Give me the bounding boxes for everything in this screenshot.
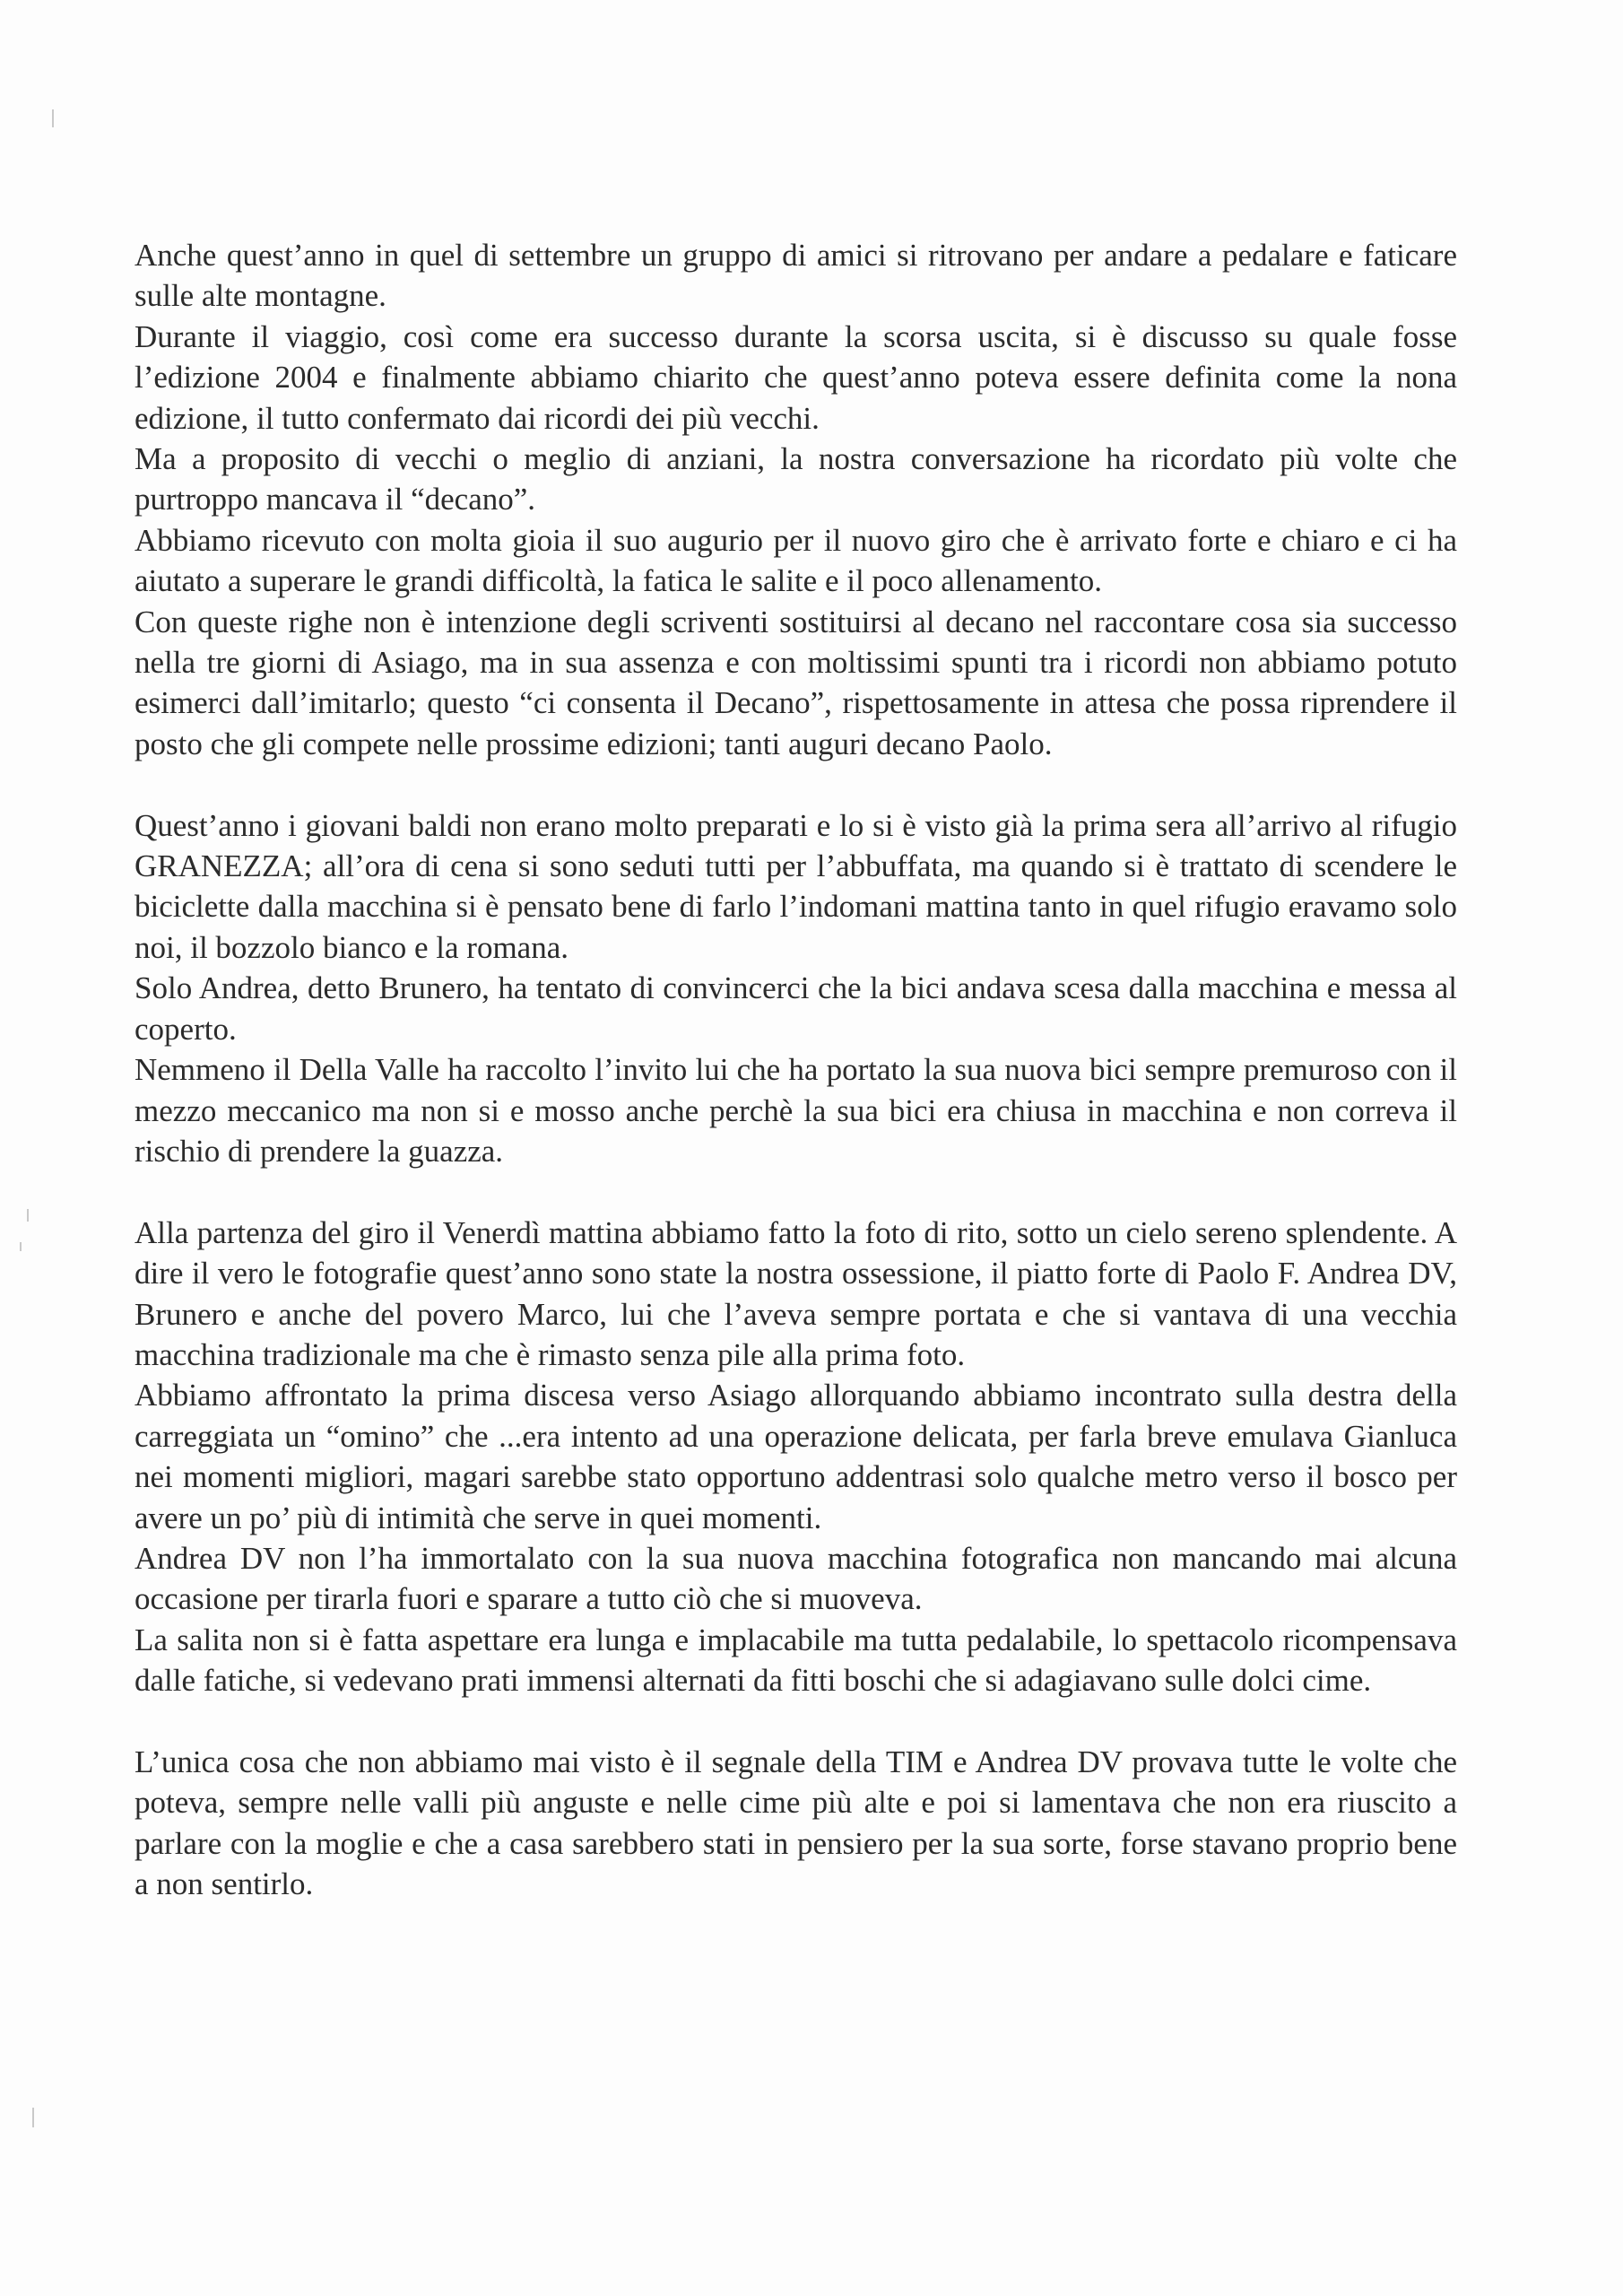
scan-mark [27, 1209, 29, 1222]
paragraph: Durante il viaggio, così come era successo durante la scorsa uscita, si è discusso su quale fosse l’edizione 2004 e finalmente abbiamo chiarito che quest’anno poteva essere definita come la nona edizione, il tutto confermato dai ricordi dei più vecchi. [135, 318, 1457, 436]
paragraph: Solo Andrea, detto Brunero, ha tentato di convincerci che la bici andava scesa dalla macchina e messa al coperto. [135, 970, 1457, 1047]
scan-mark [20, 1242, 22, 1251]
paragraph: Nemmeno il Della Valle ha raccolto l’invito lui che ha portato la sua nuova bici sempre premuroso con il mezzo meccanico ma non si e mosso anche perchè la sua bici era chiusa in macchina e non correva il rischio di prendere la guazza. [135, 1052, 1457, 1169]
paragraph: Alla partenza del giro il Venerdì mattina abbiamo fatto la foto di rito, sotto un cielo sereno splendente. A dire il vero le fotografie quest’anno sono state la nostra ossessione, il piatto forte di Paolo F. Andrea DV, Brunero e anche del povero Marco, lui che l’aveva sempre portata e che si vantava di una vecchia macchina tradizionale ma che è rimasto senza pile alla prima foto. [135, 1214, 1457, 1372]
paragraph: Quest’anno i giovani baldi non erano molto preparati e lo si è visto già la prima sera all’arrivo al rifugio GRANEZZA; all’ora di cena si sono seduti tutti per l’abbuffata, ma quando si è trattato di scendere le biciclette dalla macchina si è pensato bene di farlo l’indomani mattina tanto in quel rifugio eravamo solo noi, il bozzolo bianco e la romana. [135, 807, 1457, 965]
paragraph: Abbiamo affrontato la prima discesa verso Asiago allorquando abbiamo incontrato sulla destra della carreggiata un “omino” che ...era intento ad una operazione delicata, per farla breve emulava Gianluca nei momenti migliori, magari sarebbe stato opportuno addentrasi solo qualche metro verso il bosco per avere un po’ più di intimità che serve in quei momenti. [135, 1378, 1457, 1535]
scan-mark [52, 109, 54, 127]
paragraph: Con queste righe non è intenzione degli scriventi sostituirsi al decano nel raccontare cosa sia successo nella tre giorni di Asiago, ma in sua assenza e con moltissimi spunti tra i ricordi non abbiamo potuto esimerci dall’imitarlo; questo “ci consenta il Decano”, rispettosamente in attesa che possa riprendere il posto che gli compete nelle prossime edizioni; tanti auguri decano Paolo. [135, 604, 1457, 761]
paragraph: Ma a proposito di vecchi o meglio di anziani, la nostra conversazione ha ricordato più volte che purtroppo mancava il “decano”. [135, 441, 1457, 517]
scan-mark [32, 2108, 34, 2127]
paragraph: Anche quest’anno in quel di settembre un gruppo di amici si ritrovano per andare a pedalare e faticare sulle alte montagne. [135, 238, 1457, 314]
paragraph-group-2 [135, 805, 1457, 1172]
document-body [135, 235, 1457, 1905]
paragraph: Andrea DV non l’ha immortalato con la sua nuova macchina fotografica non mancando mai alcuna occasione per tirarla fuori e sparare a tutto ciò che si muoveva. [135, 1540, 1457, 1617]
paragraph: Abbiamo ricevuto con molta gioia il suo augurio per il nuovo giro che è arrivato forte e chiaro e ci ha aiutato a superare le grandi difficoltà, la fatica le salite e il poco allenamento. [135, 522, 1457, 599]
paragraph: L’unica cosa che non abbiamo mai visto è il segnale della TIM e Andrea DV provava tutte le volte che poteva, sempre nelle valli più anguste e nelle cime più alte e poi si lamentava che non era riuscito a parlare con la moglie e che a casa sarebbero stati in pensiero per la sua sorte, forse stavano proprio bene a non sentirlo. [135, 1744, 1457, 1902]
paragraph-group-3 [135, 1213, 1457, 1701]
paragraph-group-1 [135, 235, 1457, 764]
paragraph: La salita non si è fatta aspettare era lunga e implacabile ma tutta pedalabile, lo spettacolo ricompensava dalle fatiche, si vedevano prati immensi alternati da fitti boschi che si adagiavano sulle dolci cime. [135, 1622, 1457, 1699]
paragraph-group-4 [135, 1742, 1457, 1905]
